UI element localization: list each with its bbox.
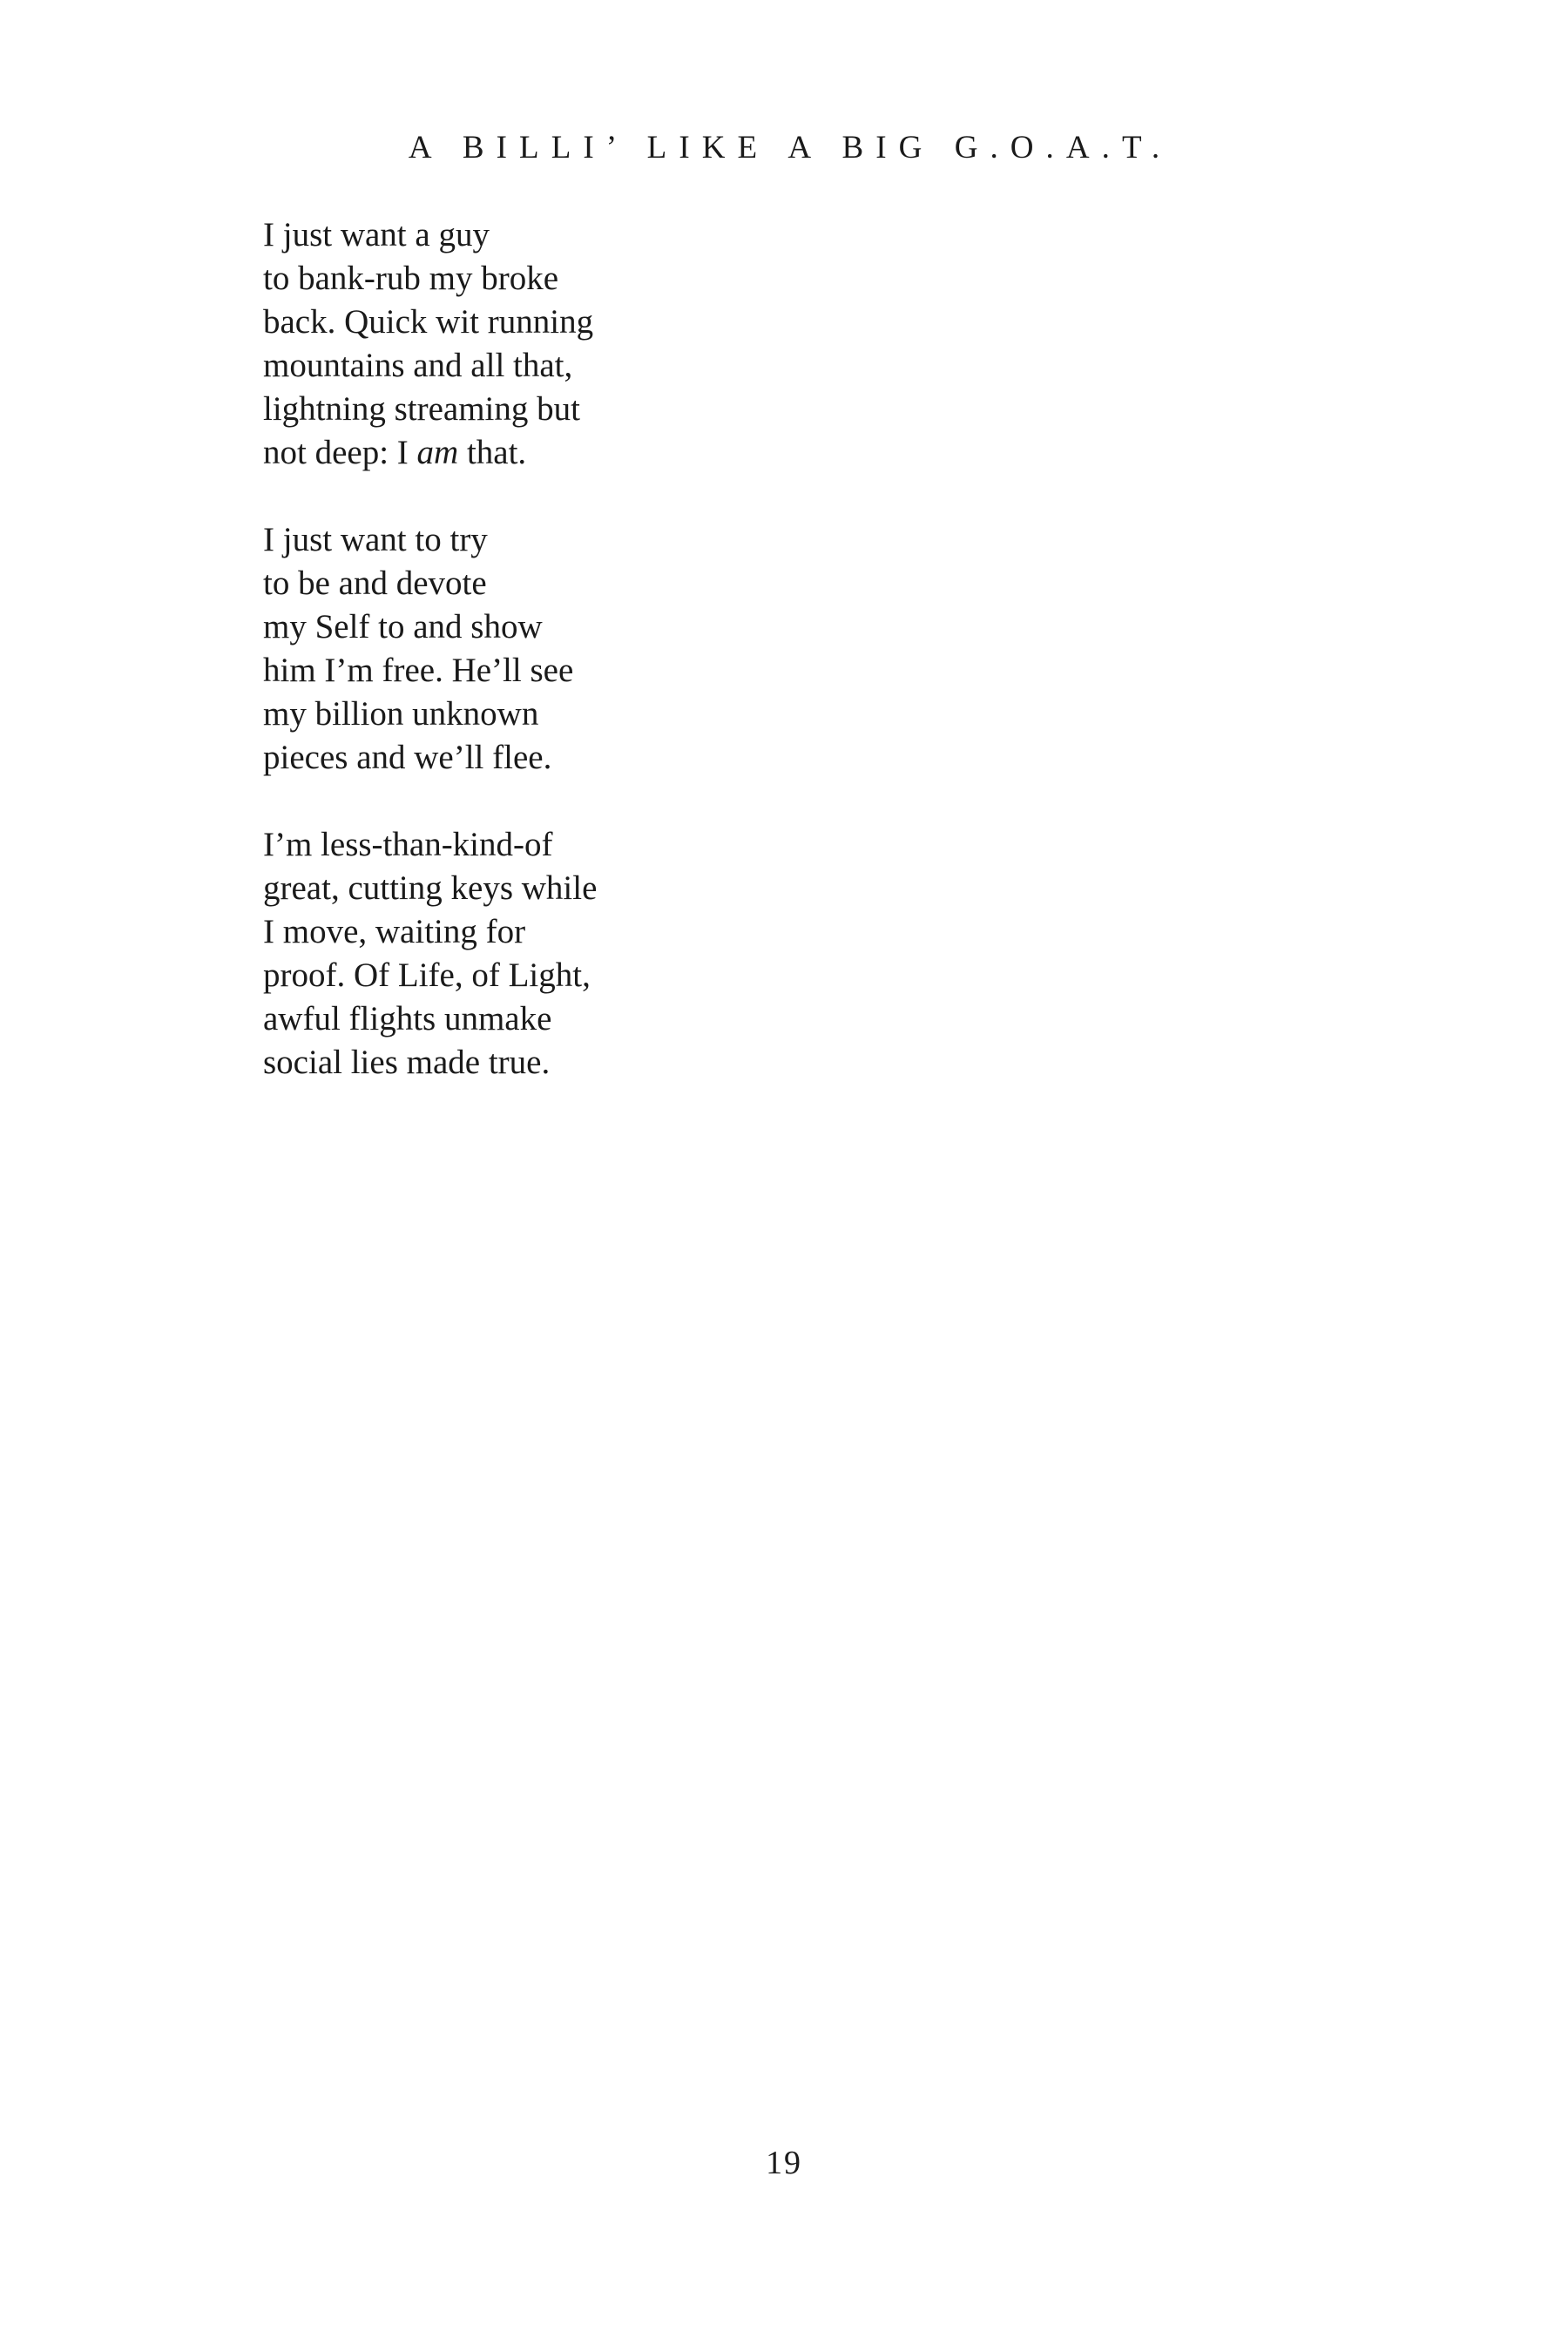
poem-line: I just want to try [263, 521, 488, 558]
poem-line: awful flights unmake [263, 1000, 552, 1037]
stanza-1 [263, 213, 1308, 475]
poem-line: social lies made true. [263, 1044, 551, 1081]
poem-line: mountains and all that, [263, 347, 573, 384]
poem-line: lightning streaming but [263, 390, 580, 428]
poem-line: great, cutting keys while [263, 869, 598, 907]
poem-line-with-emphasis [263, 431, 1308, 475]
poem-line: him I’m free. He’ll see [263, 652, 574, 689]
poem-line: to be and devote [263, 564, 487, 602]
page-number: 19 [766, 2145, 802, 2181]
poem-line: proof. Of Life, of Light, [263, 956, 591, 994]
poem-line: I’m less-than-kind-of [263, 826, 553, 863]
poem-line: I move, waiting for [263, 913, 526, 950]
poem-line: my Self to and show [263, 608, 543, 645]
poem [263, 213, 1308, 1128]
running-head: A BILLI’ LIKE A BIG G.O.A.T. [408, 130, 1173, 166]
poem-line: pieces and we’ll flee. [263, 739, 552, 776]
stanza-2 [263, 518, 1308, 780]
poem-line: my billion unknown [263, 695, 539, 733]
poem-line: to bank-rub my broke [263, 260, 559, 297]
poem-line: back. Quick wit running [263, 303, 594, 341]
emphasized-word: am [416, 434, 459, 471]
line-text-after: that. [458, 434, 527, 471]
line-text-before: not deep: I [263, 434, 417, 471]
stanza-3 [263, 823, 1308, 1085]
poem-line: I just want a guy [263, 216, 490, 253]
